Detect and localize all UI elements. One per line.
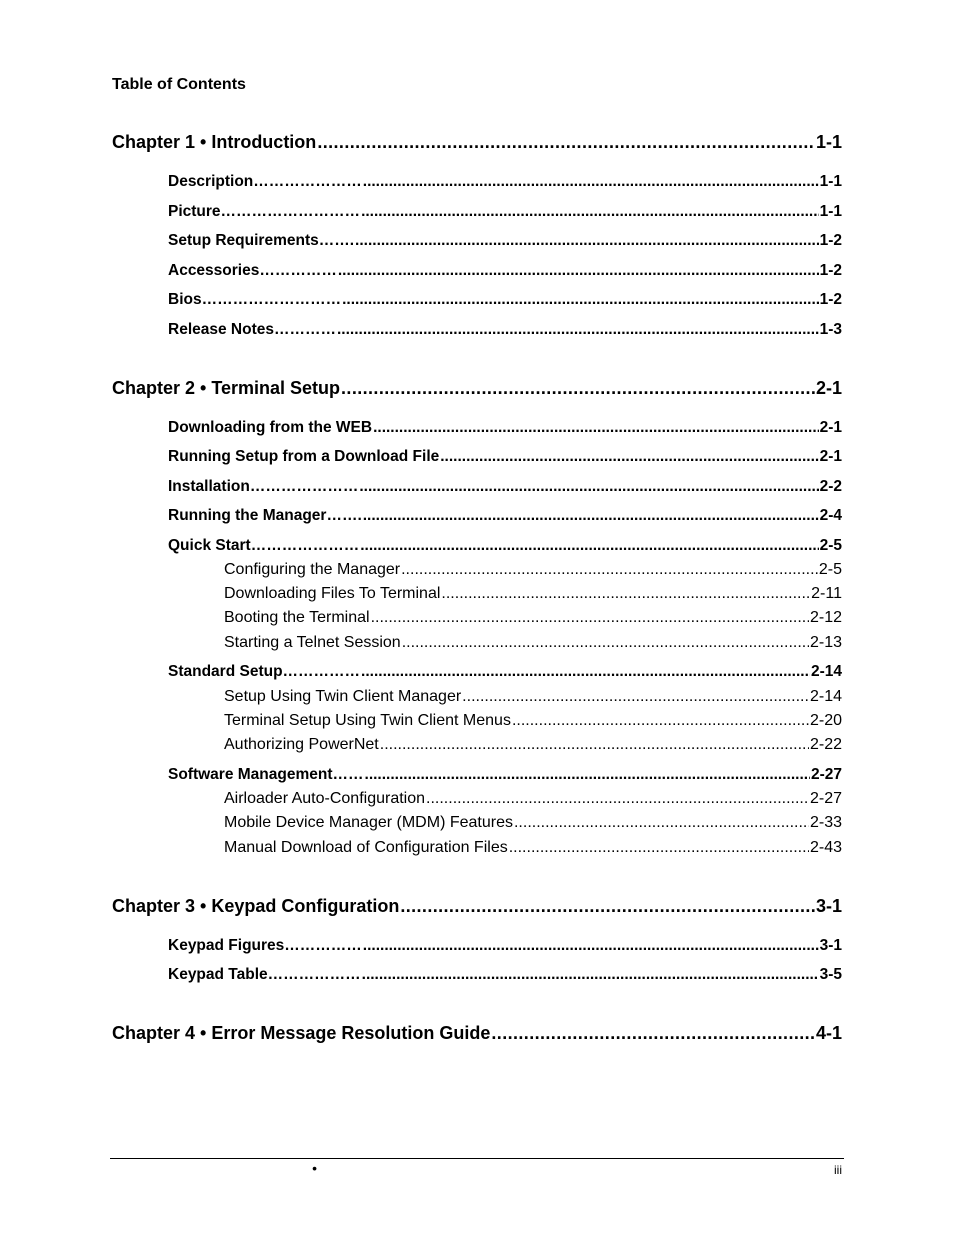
dot-leader [338,262,819,280]
toc-chapter-1[interactable] [112,132,842,153]
toc-page: 2-5 [818,561,842,578]
toc-page: 1-3 [819,321,842,338]
dot-leader [401,561,818,579]
toc-title: Running the Manager……. [168,507,362,524]
toc-page: 2-22 [809,736,842,753]
toc-page: 2-14 [809,688,842,705]
toc-section-keypad-figures[interactable] [168,937,842,955]
dot-leader [359,478,818,496]
toc-title: Installation………………… [168,478,359,495]
toc-title: Terminal Setup Using Twin Client Menus [224,712,511,729]
toc-page: 2-14 [810,663,842,680]
toc-subsection-configuring-manager[interactable] [224,561,842,579]
dot-leader [509,839,809,857]
toc-page: 1-1 [819,203,842,220]
toc-section-software-management[interactable] [168,766,842,784]
toc-section-setup-requirements[interactable] [168,232,842,250]
dot-leader [341,378,815,399]
toc-page: 2-1 [819,419,842,436]
toc-page: 2-4 [819,507,842,524]
dot-leader [363,173,819,191]
toc-page: 3-1 [815,896,842,916]
toc-title: Running Setup from a Download File [168,448,440,465]
toc-page: 1-1 [815,132,842,152]
toc-page: 2-12 [809,609,842,626]
toc-title: Chapter 2 • Terminal Setup [112,378,341,398]
dot-leader [337,321,819,339]
toc-title: Description………………… [168,173,362,190]
toc-title: Software Management…… [168,766,364,783]
toc-page: 2-13 [809,634,842,651]
toc-page: 3-5 [819,966,842,983]
toc-subsection-manual-download[interactable] [224,839,842,857]
toc-section-picture[interactable] [168,203,842,221]
toc-page: 2-5 [819,537,842,554]
dot-leader [441,585,810,603]
dot-leader [426,790,809,808]
toc-title: Chapter 1 • Introduction [112,132,317,152]
toc-title: Keypad Table……………… [168,966,361,983]
toc-title: Mobile Device Manager (MDM) Features [224,814,513,831]
toc-subsection-telnet-session[interactable] [224,634,842,652]
dot-leader [402,634,809,652]
toc-page: 3-1 [819,937,842,954]
toc-title: Booting the Terminal [224,609,370,626]
toc-page: 4-1 [815,1023,842,1043]
toc-section-installation[interactable] [168,478,842,496]
toc-page: 2-33 [809,814,842,831]
toc-subsection-booting-terminal[interactable] [224,609,842,627]
toc-section-keypad-table[interactable] [168,966,842,984]
toc-title: Downloading from the WEB [168,419,373,436]
toc-title: Chapter 3 • Keypad Configuration [112,896,400,916]
toc-section-accessories[interactable] [168,262,842,280]
toc-subsection-terminal-setup-menus[interactable] [224,712,842,730]
dot-leader [514,814,809,832]
dot-leader [512,712,809,730]
toc-page: 1-2 [819,262,842,279]
toc-title: Quick Start………………… [168,537,360,554]
toc-title: Keypad Figures…………… [168,937,362,954]
toc-section-bios[interactable] [168,291,842,309]
toc-title: Bios……………………… [168,291,342,308]
toc-section-running-setup[interactable] [168,448,842,466]
toc-subsection-mdm-features[interactable] [224,814,842,832]
dot-leader [491,1023,815,1044]
toc-title: Starting a Telnet Session [224,634,401,651]
toc-page: 2-27 [810,766,842,783]
toc-page: 2-11 [811,585,842,602]
dot-leader [360,537,818,555]
toc-subsection-authorizing-powernet[interactable] [224,736,842,754]
toc-chapter-4[interactable] [112,1023,842,1044]
footer-bullet: • [312,1160,317,1176]
toc-title: Downloading Files To Terminal [224,585,441,602]
toc-title: Picture……………………… [168,203,361,220]
dot-leader [361,203,819,221]
dot-leader [440,448,818,466]
toc-section-downloading-web[interactable] [168,419,842,437]
toc-title: Authorizing PowerNet [224,736,379,753]
toc-subsection-downloading-files[interactable] [224,585,842,603]
toc-subsection-airloader[interactable] [224,790,842,808]
footer-page-number: iii [834,1163,842,1177]
toc-page: 2-43 [809,839,842,856]
footer-rule [110,1158,844,1159]
toc-subsection-setup-twin-client-manager[interactable] [224,688,842,706]
toc-title: Configuring the Manager [224,561,401,578]
toc-page: 1-2 [819,291,842,308]
toc-section-standard-setup[interactable] [168,663,842,681]
dot-leader [363,507,819,525]
dot-leader [462,688,809,706]
toc-section-running-manager[interactable] [168,507,842,525]
dot-leader [355,232,819,250]
toc-section-release-notes[interactable] [168,321,842,339]
toc-section-description[interactable] [168,173,842,191]
toc-title: Release Notes………… [168,321,336,338]
dot-leader [373,419,819,437]
dot-leader [400,896,815,917]
toc-section-quick-start[interactable] [168,537,842,555]
toc-page: 2-1 [815,378,842,398]
toc-page: 2-1 [819,448,842,465]
dot-leader [317,132,815,153]
toc-title: Accessories…………… [168,262,337,279]
dot-leader [361,663,810,681]
toc-page: 1-2 [819,232,842,249]
toc-chapter-2[interactable] [112,378,842,399]
dot-leader [342,291,819,309]
toc-title: Standard Setup…………… [168,663,361,680]
toc-page: 2-27 [809,790,842,807]
dot-leader [365,766,810,784]
toc-title: Manual Download of Configuration Files [224,839,508,856]
toc-title: Chapter 4 • Error Message Resolution Guide [112,1023,491,1043]
toc-heading: Table of Contents [112,76,246,93]
toc-title: Airloader Auto-Configuration [224,790,426,807]
toc-title: Setup Using Twin Client Manager [224,688,462,705]
dot-leader [371,609,809,627]
toc-page: 2-20 [809,712,842,729]
toc-title: Setup Requirements……. [168,232,355,249]
dot-leader [380,736,809,754]
dot-leader [363,937,819,955]
toc-page: 1-1 [819,173,842,190]
dot-leader [362,966,819,984]
toc-chapter-3[interactable] [112,896,842,917]
toc-page: 2-2 [819,478,842,495]
